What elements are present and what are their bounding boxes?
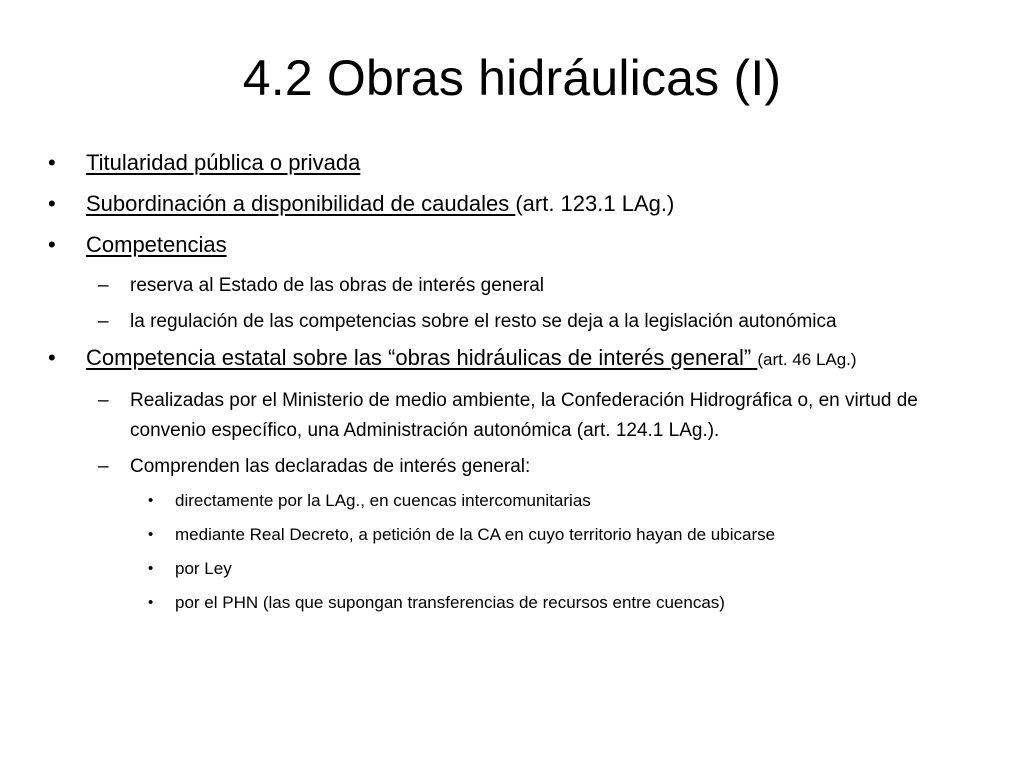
bullet-reference: (art. 46 LAg.) [757,350,857,369]
sub-bullet-text: reserva al Estado de las obras de interés general [130,275,545,296]
bullet-marker: • [48,232,56,257]
sub-bullet-text: la regulación de las competencias sobre el resto se deja a la legislación autonómica [130,311,837,332]
bullet-competencias [48,230,988,260]
sub-sub-bullet-text: por el PHN (las que supongan transferencias de recursos entre cuencas) [175,593,725,612]
sub-sub-bullet-real-decreto [48,522,988,548]
bullet-text: Subordinación a disponibilidad de caudales [86,191,516,216]
dash-marker: – [98,275,109,296]
sub-sub-bullet-phn [48,590,988,616]
sub-sub-bullet-text: por Ley [175,559,232,578]
slide-body [48,148,988,624]
dash-marker: – [98,390,109,411]
sub-bullet-text: Comprenden las declaradas de interés general: [130,456,531,477]
bullet-marker: • [48,191,56,216]
bullet-subordinacion [48,189,988,219]
bullet-reference: (art. 123.1 LAg.) [515,191,675,216]
dash-marker: – [98,311,109,332]
slide-title: 4.2 Obras hidráulicas (I) [242,50,782,106]
sub-bullet-realizadas [48,386,988,446]
bullet-text: Competencia estatal sobre las “obras hidráulicas de interés general” [86,345,758,370]
bullet-marker: • [48,150,56,175]
bullet-marker: • [148,526,154,543]
sub-sub-bullet-text: mediante Real Decreto, a petición de la CA en cuyo territorio hayan de ubicarse [175,525,776,544]
bullet-marker: • [148,492,154,509]
sub-bullet-text: Realizadas por el Ministerio de medio ambiente, la Confederación Hidrográfica o, en virtud de convenio específico, una Administración autonómica (art. 124.1 LAg.). [130,390,918,441]
sub-sub-bullet-ley [48,556,988,582]
bullet-titularidad [48,148,988,178]
bullet-marker: • [48,345,56,370]
bullet-marker: • [148,594,154,611]
bullet-marker: • [148,560,154,577]
sub-bullet-comprenden [48,452,988,482]
sub-sub-bullet-directamente [48,488,988,514]
sub-bullet-regulacion [48,307,988,337]
bullet-text: Titularidad pública o privada [86,150,361,175]
sub-sub-bullet-text: directamente por la LAg., en cuencas intercomunitarias [175,491,591,510]
dash-marker: – [98,456,109,477]
bullet-competencia-estatal [48,343,988,375]
sub-bullet-reserva [48,271,988,301]
bullet-text: Competencias [86,232,227,257]
